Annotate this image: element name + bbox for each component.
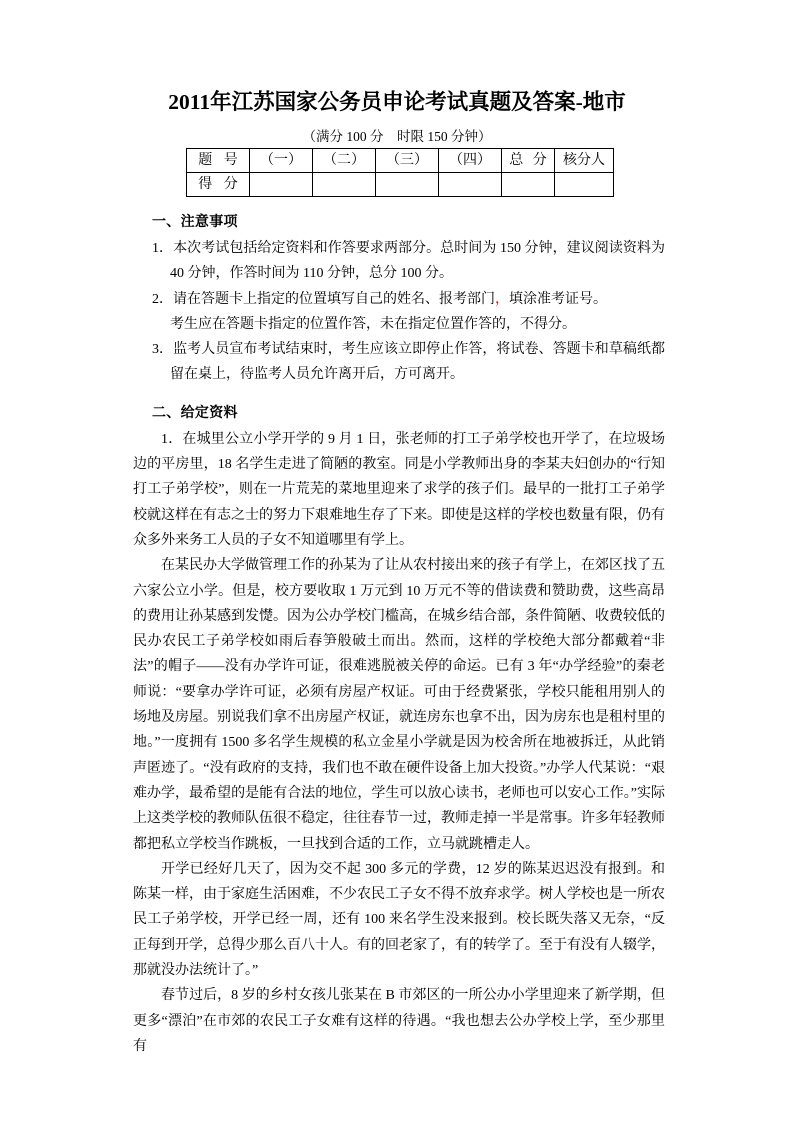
notice-item-1: 1．本次考试包括给定资料和作答要求两部分。总时间为 150 分钟，建议阅读资料为 40 分钟，作答时间为 110 分钟，总分 100 分。: [152, 241, 665, 282]
row-label-question-number: 题 号: [187, 149, 250, 173]
score-cell-scorer[interactable]: [555, 173, 614, 197]
column-header-scorer: 核分人: [555, 149, 614, 173]
column-header-1: （一）: [250, 149, 313, 173]
section-spacer: [133, 388, 665, 401]
score-cell-1[interactable]: [250, 173, 313, 197]
notice-item-2-subline: 考生应在答题卡指定的位置作答，未在指定位置作答的，不得分。: [170, 316, 576, 332]
notice-item-2-tail: 填涂准考证号。: [509, 291, 607, 307]
score-cell-3[interactable]: [376, 173, 439, 197]
table-row-header: [187, 149, 614, 173]
column-header-3: （三）: [376, 149, 439, 173]
section-heading-materials: 二、给定资料: [152, 405, 238, 421]
row-label-score: 得 分: [187, 173, 250, 197]
exam-subtitle: （满分 100 分 时限 150 分钟）: [302, 129, 492, 144]
notice-item-3: 3．监考人员宣布考试结束时，考生应该立即停止作答，将试卷、答题卡和草稿纸都留在桌上，待监考人员允许离开后，方可离开。: [152, 342, 665, 383]
column-header-2: （二）: [313, 149, 376, 173]
notice-item-2-text: 2．请在答题卡上指定的位置填写自己的姓名、报考部门: [152, 291, 495, 307]
score-cell-2[interactable]: [313, 173, 376, 197]
column-header-total: 总 分: [502, 149, 555, 173]
column-header-4: （四）: [439, 149, 502, 173]
score-cell-total[interactable]: [502, 173, 555, 197]
material-paragraph-4: 春节过后，8 岁的乡村女孩儿张某在 B 市郊区的一所公办小学里迎来了新学期，但更多“漂泊”在市郊的农民工子女难有这样的待遇。“我也想去公办学校上学，至少那里有: [133, 988, 665, 1054]
material-paragraph-1: 1．在城里公立小学开学的 9 月 1 日，张老师的打工子弟学校也开学了，在垃圾场边的平房里，18 名学生走进了简陋的教室。同是小学教师出身的李某夫妇创办的“行知打工子弟学校”，则在一片荒芜的菜地里迎来了求学的孩子们。最早的一批打工子弟学校就这样在有志之士的努力下艰难地生存了下来。即使是这样的学校也数量有限，仍有众多外来务工人员的子女不知道哪里有学上。: [133, 431, 665, 548]
score-cell-4[interactable]: [439, 173, 502, 197]
table-row-scores: [187, 173, 614, 197]
document-body: [133, 210, 665, 1059]
score-table: [186, 148, 614, 197]
notice-item-2-red-comma: ，: [495, 291, 509, 307]
material-paragraph-2: 在某民办大学做管理工作的孙某为了让从农村接出来的孩子有学上，在郊区找了五六家公立小学。但是，校方要收取 1 万元到 10 万元不等的借读费和赞助费，这些高昂的费用让孙某感到发憷。因为公办学校门槛高，在城乡结合部，条件简陋、收费较低的民办农民工子弟学校如雨后春笋般破土而出。然而，这样的学校绝大部分都戴着“非法”的帽子——没有办学许可证，很难逃脱被关停的命运。已有 3 年“办学经验”的秦老师说：“要拿办学许可证，必须有房屋产权证。可由于经费紧张，学校只能租用别人的场地及房屋。别说我们拿不出房屋产权证，就连房东也拿不出，因为房东也是租村里的地。”一度拥有 1500 多名学生规模的私立金星小学就是因为校舍所在地被拆迁，从此销声匿迹了。“没有政府的支持，我们也不敢在硬件设备上加大投资。”办学人代某说：“艰难办学，最希望的是能有合法的地位，学生可以放心读书，老师也可以安心工作。”实际上这类学校的教师队伍很不稳定，往往春节一过，教师走掉一半是常事。许多年轻教师都把私立学校当作跳板，一旦找到合适的工作，立马就跳槽走人。: [133, 558, 665, 852]
page-title: 2011年江苏国家公务员申论考试真题及答案-地市: [168, 90, 626, 114]
section-heading-notice: 一、注意事项: [152, 215, 238, 230]
material-paragraph-3: 开学已经好几天了，因为交不起 300 多元的学费，12 岁的陈某迟迟没有报到。和陈某一样，由于家庭生活困难，不少农民工子女不得不放弃求学。树人学校也是一所农民工子弟学校，开学已经一周，还有 100 来名学生没来报到。校长既失落又无奈，“反正每到开学，总得少那么百八十人。有的回老家了，有的转学了。至于有没有人辍学，那就没办法统计了。”: [133, 861, 665, 979]
notice-item-2: [133, 287, 665, 312]
